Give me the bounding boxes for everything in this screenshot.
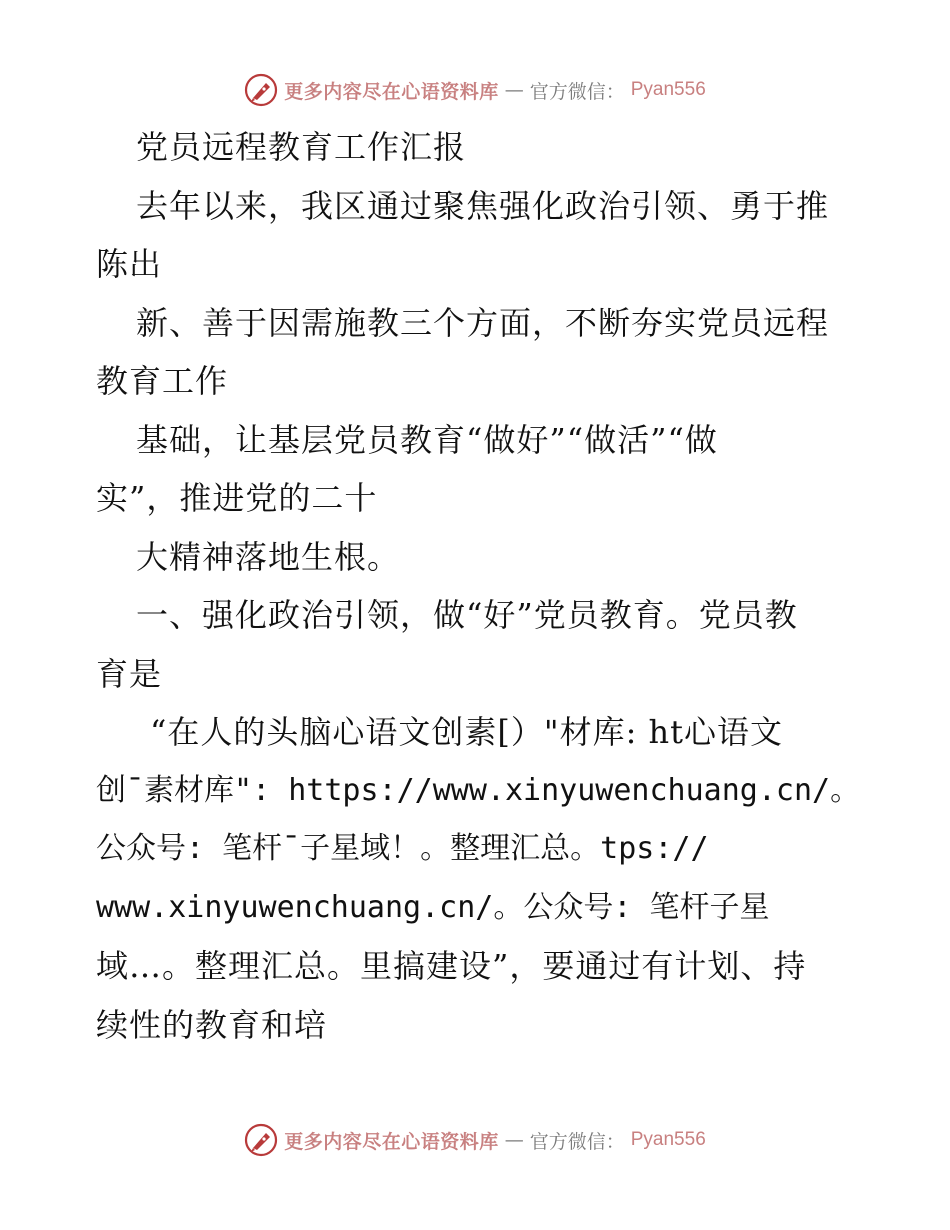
paragraph-line: 教育工作 — [96, 362, 229, 400]
document-title: 党员远程教育工作汇报 — [136, 128, 467, 166]
document-body — [96, 118, 861, 1054]
paragraph-line: 去年以来，我区通过聚焦强化政治引领、勇于推 — [136, 186, 830, 225]
header-brand-text: 更多内容尽在心语资料库 — [284, 80, 499, 103]
paragraph-line: 域…。整理汇总。里搞建设”，要通过有计划、持 — [96, 947, 807, 985]
paragraph-line: www.xinyuwenchuang.cn/。公众号: 笔杆子星 — [96, 889, 770, 925]
footer-brand-text: 更多内容尽在心语资料库 — [284, 1130, 499, 1153]
paragraph-line: 基础，让基层党员教育“做好”“做活”“做 — [136, 420, 718, 459]
paragraph-line: 创¯素材库": https://www.xinyuwenchuang.cn/。 — [96, 772, 861, 808]
paragraph-line: 一、强化政治引领，做“好”党员教育。党员教 — [136, 596, 798, 634]
paragraph-line: “在人的头脑心语文创素[）"材库: ht心语文 — [150, 713, 783, 751]
header-banner — [0, 70, 950, 110]
paragraph-line: 续性的教育和培 — [96, 1005, 328, 1044]
footer-wechat-id: Pyan556 — [630, 1129, 706, 1150]
pen-nib-logo-icon — [244, 73, 278, 107]
paragraph-line: 陈出 — [96, 245, 163, 283]
paragraph-line: 大精神落地生根。 — [136, 537, 401, 576]
paragraph-line: 育是 — [96, 654, 163, 693]
header-wechat-id: Pyan556 — [630, 79, 706, 100]
header-separator: — — [504, 79, 524, 101]
footer-wechat-label: 官方微信： — [529, 1130, 625, 1153]
pen-nib-logo-icon — [244, 1123, 278, 1157]
paragraph-line: 公众号: 笔杆¯子星域！。整理汇总。tps:// — [96, 831, 709, 866]
header-wechat-label: 官方微信： — [529, 80, 625, 103]
paragraph-line: 实”，推进党的二十 — [96, 479, 378, 517]
footer-separator: — — [504, 1129, 524, 1151]
paragraph-line: 新、善于因需施教三个方面，不断夯实党员远程 — [136, 303, 830, 342]
footer-banner — [0, 1120, 950, 1160]
